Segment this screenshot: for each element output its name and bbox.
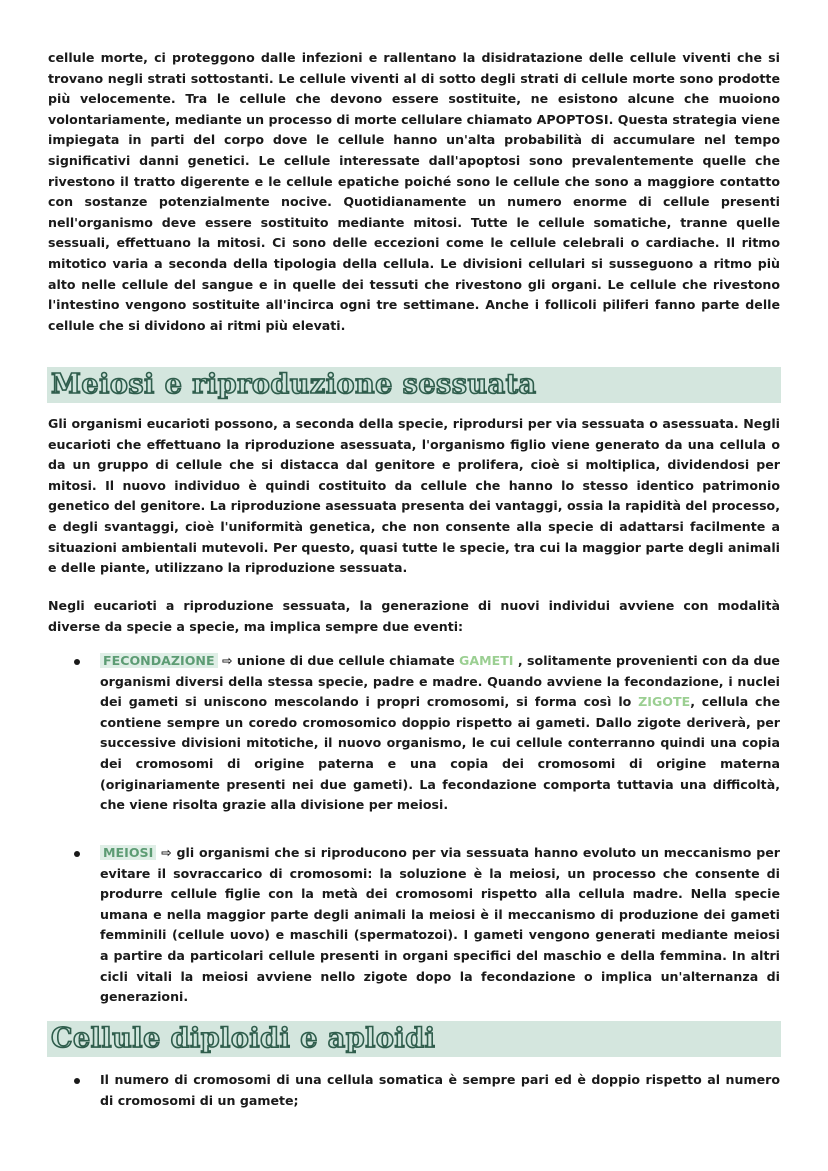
arrow-right-icon: ⇨ bbox=[161, 845, 172, 860]
term-fecondazione: FECONDAZIONE bbox=[100, 653, 218, 668]
events-list bbox=[48, 651, 780, 816]
diploid-list bbox=[48, 1070, 780, 1111]
bullet-icon bbox=[74, 1078, 80, 1084]
section-title: Meiosi e riproduzione sessuata bbox=[51, 369, 537, 400]
term-meiosi: MEIOSI bbox=[100, 845, 156, 860]
bullet-text bbox=[100, 651, 780, 816]
list-item-fecondazione bbox=[48, 651, 780, 816]
paragraph-eventi: Negli eucarioti a riproduzione sessuata, la generazione di nuovi individui avviene con modalità diverse da specie a specie, ma implica sempre due eventi: bbox=[48, 598, 780, 634]
bullet-text-part: gli organismi che si riproducono per via sessuata hanno evoluto un meccanismo per evitare il sovraccarico di cromosomi: la soluzione è la meiosi, un processo che consente di produrre cellule figlie con la metà dei cromosomi rispetto alla cellula madre. Nella specie umana e nella maggior parte degli animali la meiosi è il meccanismo di produzione dei gameti femminili (cellule uovo) e maschili (spermatozoi). I gameti vengono generati mediante meiosi a partire da particolari cellule presenti in organi specifici del maschio e della femmina. In altri cicli vitali la meiosi avviene nello zigote dopo la fecondazione o implica un'alternanza di generazioni. bbox=[100, 845, 780, 1005]
intro-paragraph: cellule morte, ci proteggono dalle infezioni e rallentano la disidratazione delle cellule viventi che si trovano negli strati sottostanti. Le cellule viventi al di sotto degli strati di cellule morte sono prodotte più velocemente. Tra le cellule che devono essere sostituite, ne esistono alcune che muoiono volontariamente, mediante un processo di morte cellulare chiamato APOPTOSI. Questa strategia viene impiegata in parti del corpo dove le cellule hanno un'alta probabilità di accumulare nel tempo significativi danni genetici. Le cellule interessate dall'apoptosi sono prevalentemente quelle che rivestono il tratto digerente e le cellule epatiche poiché sono le cellule che sono a maggiore contatto con sostanze potenzialmente nocive. Quotidianamente un numero enorme di cellule presenti nell'organismo deve essere sostituito mediante mitosi. Tutte le cellule somatiche, tranne quelle sessuali, effettuano la mitosi. Ci sono delle eccezioni come le cellule celebrali o cardiache. Il ritmo mitotico varia a seconda della tipologia della cellula. Le divisioni cellulari si susseguono a ritmo più alto nelle cellule del sangue e in quelle dei tessuti che rivestono gli organi. Le cellule che rivestono l'intestino vengono sostituite all'incirca ogni tre settimane. Anche i follicoli piliferi fanno parte delle cellule che si dividono ai ritmi più elevati. bbox=[48, 50, 780, 333]
section-title: Cellule diploidi e aploidi bbox=[51, 1023, 436, 1054]
events-list-meiosi bbox=[48, 843, 780, 1008]
list-item-diploid bbox=[48, 1070, 780, 1111]
section-heading-cellule bbox=[47, 1021, 781, 1057]
bullet-icon bbox=[74, 659, 80, 665]
bullet-text bbox=[100, 843, 780, 1008]
term-gameti: GAMETI bbox=[459, 653, 514, 668]
bullet-text-part: , cellula che contiene sempre un coredo cromosomico doppio rispetto ai gameti. Dallo zigote deriverà, per successive divisioni mitotiche, il nuovo organismo, le cui cellule conterranno quindi una copia dei cromosomi di origine paterna e una copia dei cromosomi di origine materna (originariamente presenti nei due gameti). La fecondazione comporta tuttavia una difficoltà, che viene risolta grazie alla divisione per meiosi. bbox=[100, 694, 780, 813]
bullet-text-part: , solitamente provenienti con da due organismi diversi della stessa specie, padre e madre. Quando avviene la fecondazione, i nuclei dei gameti si uniscono mescolando i propri cromosomi, si forma così lo bbox=[100, 653, 780, 710]
bullet-text: Il numero di cromosomi di una cellula somatica è sempre pari ed è doppio rispetto al numero di cromosomi di un gamete; bbox=[100, 1072, 780, 1108]
list-item-meiosi bbox=[48, 843, 780, 1008]
bullet-text-part: unione di due cellule chiamate bbox=[236, 653, 455, 668]
arrow-right-icon: ⇨ bbox=[221, 653, 233, 668]
term-zigote: ZIGOTE bbox=[638, 694, 691, 710]
section-heading-meiosi bbox=[47, 367, 781, 403]
bullet-icon bbox=[74, 851, 80, 857]
paragraph-riproduzione: Gli organismi eucarioti possono, a seconda della specie, riprodursi per via sessuata o asessuata. Negli eucarioti che effettuano la riproduzione asessuata, l'organismo figlio viene generato da una cellula o da un gruppo di cellule che si distacca dal genitore e prolifera, cioè si moltiplica, dividendosi per mitosi. Il nuovo individuo è quindi costituito da cellule che hanno lo stesso identico patrimonio genetico del genitore. La riproduzione asessuata presenta dei vantaggi, ossia la rapidità del processo, e degli svantaggi, cioè l'uniformità genetica, che non consente alla specie di adattarsi facilmente a situazioni ambientali mutevoli. Per questo, quasi tutte le specie, tra cui la maggior parte degli animali e delle piante, utilizzano la riproduzione sessuata. bbox=[48, 416, 780, 576]
